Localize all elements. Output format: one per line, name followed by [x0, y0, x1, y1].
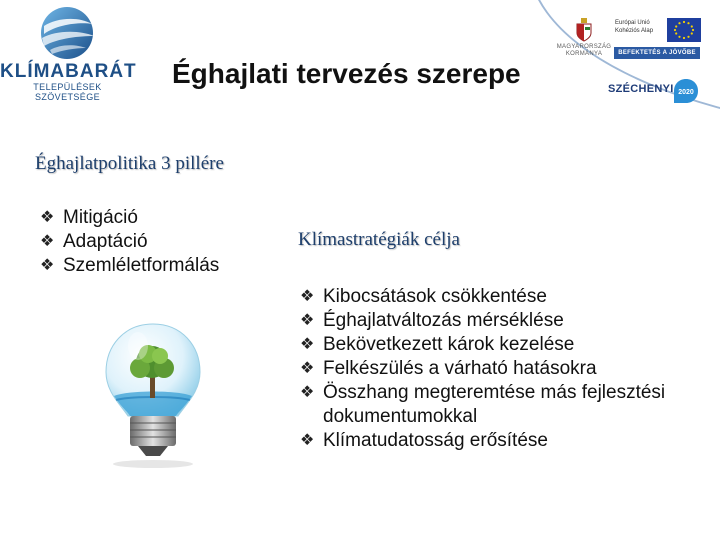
- goal-text: Bekövetkezett károk kezelése: [323, 334, 575, 355]
- list-item: [300, 357, 720, 381]
- szechenyi-label: SZÉCHENYI: [608, 83, 674, 95]
- pillar-text: Adaptáció: [63, 231, 148, 252]
- list-item: [300, 309, 720, 333]
- list-item: [300, 381, 720, 429]
- organization-logo: [0, 0, 135, 100]
- goal-text: Felkészülés a várható hatásokra: [323, 358, 597, 379]
- organization-subtitle: TELEPÜLÉSEK SZÖVETSÉGE: [33, 82, 102, 102]
- szechenyi-2020-icon: [673, 78, 699, 104]
- eu-label: Európai Unió Kohéziós Alap: [615, 20, 654, 34]
- government-label: MAGYARORSZÁG KORMÁNYA: [556, 44, 612, 57]
- diamond-bullet-icon: ❖: [300, 288, 315, 305]
- diamond-bullet-icon: ❖: [300, 432, 315, 449]
- diamond-bullet-icon: ❖: [300, 312, 315, 329]
- pillars-list: [40, 206, 280, 278]
- organization-name: KLÍMABARÁT: [0, 61, 137, 82]
- diamond-bullet-icon: ❖: [300, 360, 315, 377]
- pillars-heading: Éghajlatpolitika 3 pillére: [35, 153, 224, 174]
- goal-text: Kibocsátások csökkentése: [323, 286, 547, 307]
- goal-text: Klímatudatosság erősítése: [323, 430, 548, 451]
- hungary-crest-icon: [576, 18, 592, 42]
- pillar-text: Szemléletformálás: [63, 255, 220, 276]
- goal-text: Éghajlatváltozás mérséklése: [323, 310, 564, 331]
- globe-logo-icon: [36, 4, 98, 62]
- diamond-bullet-icon: ❖: [40, 233, 55, 250]
- list-item: [40, 206, 280, 230]
- eu-flag-icon: [667, 18, 701, 42]
- goals-list: [300, 285, 720, 453]
- szechenyi-2020-label: 2020: [678, 89, 694, 96]
- goals-heading: Klímastratégiák célja: [298, 229, 460, 250]
- list-item: [40, 254, 280, 278]
- diamond-bullet-icon: ❖: [40, 209, 55, 226]
- pillar-text: Mitigáció: [63, 207, 138, 228]
- diamond-bullet-icon: ❖: [300, 384, 315, 401]
- list-item: [300, 333, 720, 357]
- list-item: [300, 429, 720, 453]
- list-item: [40, 230, 280, 254]
- goal-text: Összhang megteremtése más fejlesztési dokumentumokkal: [323, 382, 666, 427]
- diamond-bullet-icon: ❖: [300, 336, 315, 353]
- lightbulb-with-tree-icon: [98, 320, 208, 470]
- invest-badge: BEFEKTETÉS A JÖVŐBE: [614, 47, 700, 59]
- list-item: [300, 285, 720, 309]
- diamond-bullet-icon: ❖: [40, 257, 55, 274]
- page-title: Éghajlati tervezés szerepe: [172, 58, 521, 89]
